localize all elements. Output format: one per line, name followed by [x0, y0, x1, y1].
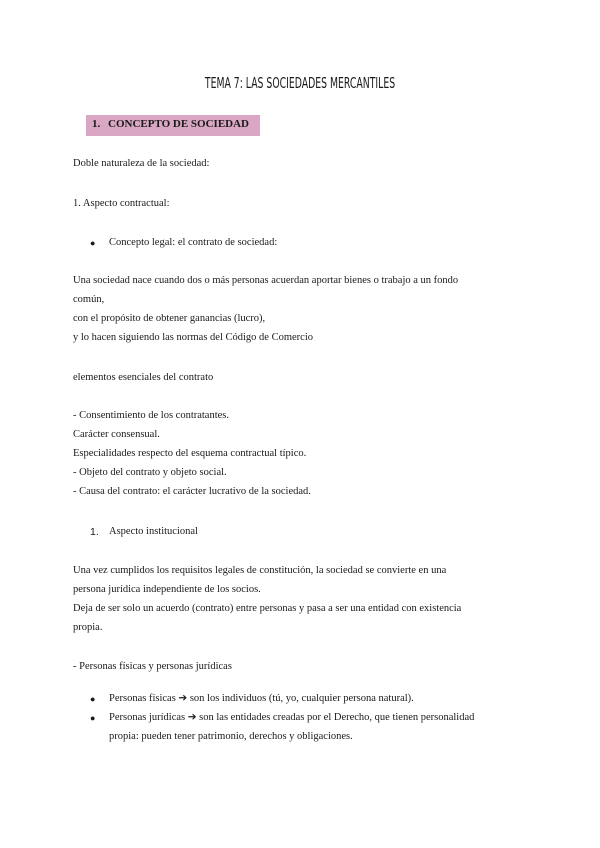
- bullet-legal-persons: Personas jurídicas ➔ son las entidades creadas por el Derecho, que tienen personalidad: [109, 712, 475, 723]
- section-heading-highlight: [86, 115, 260, 136]
- section-number: 1.: [92, 118, 101, 130]
- bullet-dot-icon: ●: [90, 713, 96, 723]
- paragraph-line: persona jurídica independiente de los socios.: [73, 584, 261, 595]
- elements-heading: elementos esenciales del contrato: [73, 372, 214, 383]
- persons-heading: - Personas físicas y personas jurídicas: [73, 661, 232, 672]
- element-item: Carácter consensual.: [73, 429, 160, 440]
- bullet-physical-persons: Personas físicas ➔ son los individuos (tú, yo, cualquier persona natural).: [109, 693, 414, 704]
- paragraph-line: Una vez cumplidos los requisitos legales de constitución, la sociedad se convierte en una: [73, 565, 447, 576]
- aspect-institutional-label: Aspecto institucional: [109, 526, 198, 537]
- element-item: - Causa del contrato: el carácter lucrativo de la sociedad.: [73, 486, 311, 497]
- element-item: Especialidades respecto del esquema contractual típico.: [73, 448, 307, 459]
- intro-text: Doble naturaleza de la sociedad:: [73, 158, 210, 169]
- paragraph-line: común,: [73, 294, 105, 305]
- element-item: - Objeto del contrato y objeto social.: [73, 467, 227, 478]
- section-heading: CONCEPTO DE SOCIEDAD: [108, 118, 249, 130]
- paragraph-line: propia.: [73, 622, 103, 633]
- paragraph-line: Una sociedad nace cuando dos o más personas acuerdan aportar bienes o trabajo a un fondo: [73, 275, 459, 286]
- aspect-institutional-number: 1.: [90, 526, 99, 538]
- bullet-legal-concept: Concepto legal: el contrato de sociedad:: [109, 237, 278, 248]
- bullet-dot-icon: ●: [90, 694, 96, 704]
- paragraph-line: y lo hacen siguiendo las normas del Código de Comercio: [73, 332, 313, 343]
- bullet-legal-persons-continued: propia: pueden tener patrimonio, derechos y obligaciones.: [109, 731, 353, 742]
- aspect-contractual: 1. Aspecto contractual:: [73, 198, 170, 209]
- bullet-dot-icon: ●: [90, 238, 96, 248]
- document-title: TEMA 7: LAS SOCIEDADES MERCANTILES: [204, 74, 396, 92]
- paragraph-line: con el propósito de obtener ganancias (lucro),: [73, 313, 266, 324]
- element-item: - Consentimiento de los contratantes.: [73, 410, 230, 421]
- paragraph-line: Deja de ser solo un acuerdo (contrato) entre personas y pasa a ser una entidad con existencia: [73, 603, 462, 614]
